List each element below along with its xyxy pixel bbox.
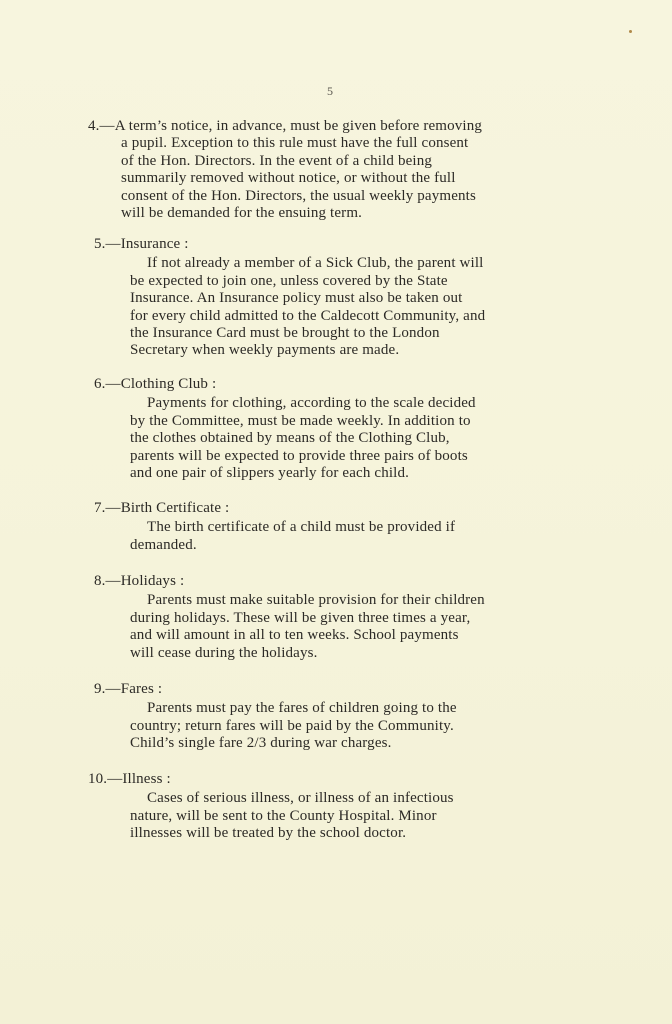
- section-9: [94, 681, 578, 753]
- section-4-line: consent of the Hon. Directors, the usual weekly payments: [121, 187, 476, 204]
- section-7-line: demanded.: [130, 536, 197, 553]
- section-8-line: Parents must make suitable provision for their children: [147, 592, 485, 609]
- section-6-line: the clothes obtained by means of the Clothing Club,: [130, 430, 450, 447]
- section-4-line: summarily removed without notice, or without the full: [121, 170, 456, 187]
- section-10-line: Cases of serious illness, or illness of an infectious: [147, 790, 454, 807]
- section-4-line: will be demanded for the ensuing term.: [121, 205, 363, 222]
- section-10-line: illnesses will be treated by the school doctor.: [130, 825, 407, 842]
- section-5-line: for every child admitted to the Caldecott Community, and: [130, 307, 486, 324]
- section-4-line: of the Hon. Directors. In the event of a child being: [121, 152, 433, 169]
- section-7-line: The birth certificate of a child must be provided if: [147, 519, 456, 536]
- section-9-line: Parents must pay the fares of children going to the: [147, 700, 457, 717]
- section-6-line: and one pair of slippers yearly for each child.: [130, 465, 410, 482]
- section-7-heading: 7.—Birth Certificate :: [94, 500, 230, 516]
- section-5-line: Insurance. An Insurance policy must also be taken out: [130, 290, 463, 307]
- section-6: [94, 376, 578, 482]
- section-5-line: the Insurance Card must be brought to the London: [130, 325, 440, 342]
- section-8-line: and will amount in all to ten weeks. School payments: [130, 627, 459, 644]
- section-7: [94, 500, 578, 554]
- section-5-line: If not already a member of a Sick Club, the parent will: [147, 255, 484, 272]
- page-number: 5: [327, 84, 333, 98]
- section-6-line: parents will be expected to provide three pairs of boots: [130, 447, 468, 464]
- section-8-heading: 8.—Holidays :: [94, 573, 185, 589]
- section-10-line: nature, will be sent to the County Hospital. Minor: [130, 807, 437, 824]
- section-6-heading: 6.—Clothing Club :: [94, 376, 217, 392]
- section-4-line: 4.—A term’s notice, in advance, must be given before removing: [88, 118, 483, 134]
- section-9-line: country; return fares will be paid by the Community.: [130, 717, 454, 734]
- section-4: [88, 118, 578, 222]
- section-6-line: Payments for clothing, according to the scale decided: [147, 395, 476, 412]
- section-8-line: will cease during the holidays.: [130, 644, 318, 661]
- paper-speck: [629, 30, 632, 33]
- section-10: [88, 771, 578, 843]
- section-8-line: during holidays. These will be given three times a year,: [130, 609, 471, 626]
- section-9-line: Child’s single fare 2/3 during war charges.: [130, 735, 392, 752]
- section-6-line: by the Committee, must be made weekly. In addition to: [130, 412, 471, 429]
- section-5-line: Secretary when weekly payments are made.: [130, 342, 400, 359]
- section-8: [94, 573, 578, 662]
- section-10-heading: 10.—Illness :: [88, 771, 171, 787]
- section-5: [94, 236, 578, 360]
- section-4-line: a pupil. Exception to this rule must have the full consent: [121, 135, 469, 152]
- section-5-line: be expected to join one, unless covered by the State: [130, 272, 448, 289]
- section-5-heading: 5.—Insurance :: [94, 236, 189, 252]
- section-9-heading: 9.—Fares :: [94, 681, 163, 697]
